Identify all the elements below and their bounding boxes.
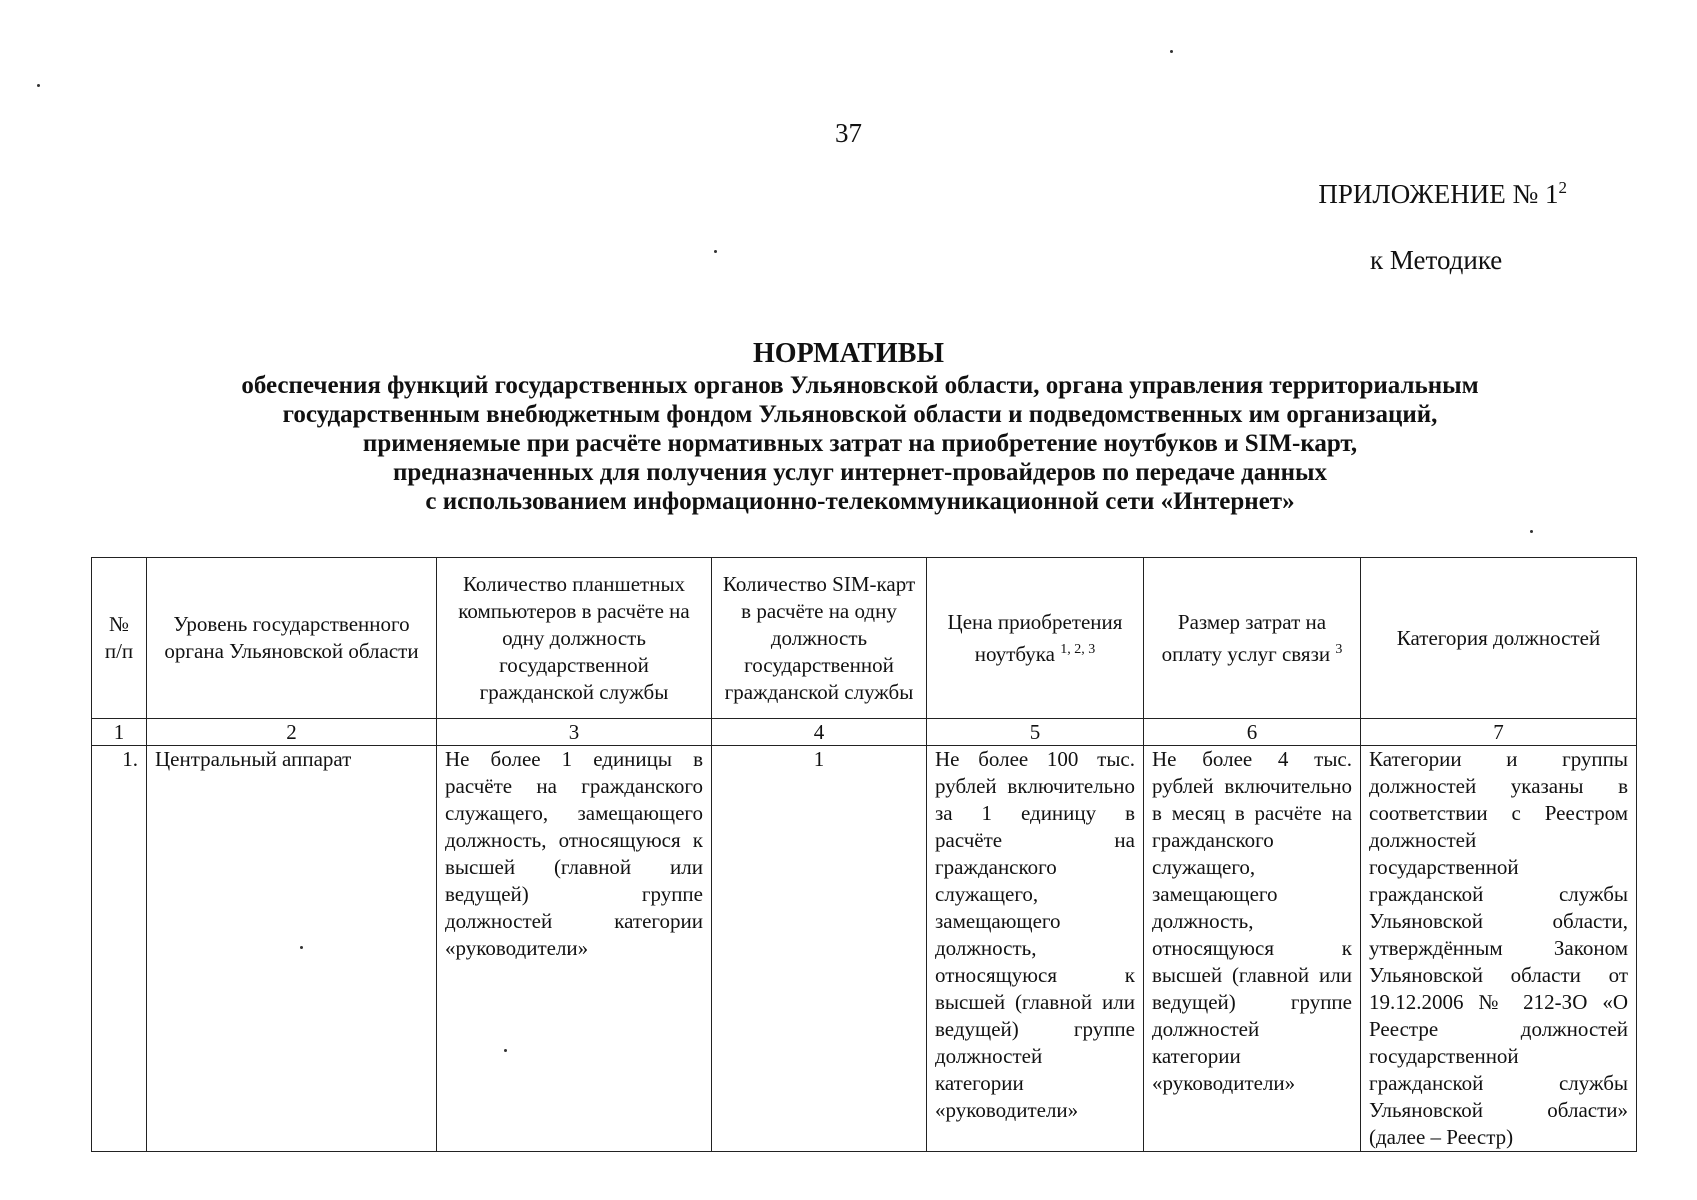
appendix-reference: к Методике bbox=[1370, 245, 1503, 275]
column-number: 2 bbox=[147, 719, 437, 746]
subtitle-line: с использованием информационно-телекоммуникационной сети «Интернет» bbox=[425, 488, 1295, 515]
norms-table bbox=[91, 557, 1637, 1152]
subtitle-line: обеспечения функций государственных органов Ульяновской области, органа управления территориальным bbox=[241, 372, 1479, 399]
scan-speck bbox=[37, 84, 40, 87]
column-number: 3 bbox=[437, 719, 712, 746]
row-tablets: Не более 1 единицы в расчёте на гражданского служащего, замещающего должность, относящуюся к высшей (главной или ведущей) группе должностей категории «руководители» bbox=[437, 746, 712, 1152]
scan-speck bbox=[300, 946, 303, 949]
header-communication-cost bbox=[1144, 558, 1361, 719]
header-number: № п/п bbox=[92, 558, 147, 719]
table-row bbox=[92, 746, 1637, 1152]
appendix-superscript: 2 bbox=[1558, 178, 1567, 197]
column-number: 4 bbox=[712, 719, 927, 746]
header-category: Категория должностей bbox=[1361, 558, 1637, 719]
row-category: Категории и группы должностей указаны в соответствии с Реестром должностей государственной гражданской службы Ульяновской области, утверждённым Законом Ульяновской области от 19.12.2006 № 212-ЗО «О Реестре должностей государственной гражданской службы Ульяновской области» (далее – Реестр) bbox=[1361, 746, 1637, 1152]
header-tablets: Количество планшетных компьютеров в расчёте на одну должность государственной гражданской службы bbox=[437, 558, 712, 719]
row-communication-cost: Не более 4 тыс. рублей включительно в месяц в расчёте на гражданского служащего, замещающего должность, относящуюся к высшей (главной или ведущей) группе должностей категории «руководители» bbox=[1144, 746, 1361, 1152]
header-laptop-price bbox=[927, 558, 1144, 719]
column-number: 5 bbox=[927, 719, 1144, 746]
scan-speck bbox=[1170, 50, 1173, 53]
row-laptop-price: Не более 100 тыс. рублей включительно за 1 единицу в расчёте на гражданского служащего, замещающего должность, относящуюся к высшей (главной или ведущей) группе должностей категории «руководители» bbox=[927, 746, 1144, 1152]
subtitle-line: применяемые при расчёте нормативных затрат на приобретение ноутбуков и SIM-карт, bbox=[362, 430, 1358, 457]
page-number: 37 bbox=[835, 118, 862, 148]
row-level: Центральный аппарат bbox=[147, 746, 437, 1152]
appendix-label bbox=[1318, 178, 1567, 210]
header-communication-cost-text: Размер затрат на оплату услуг связи bbox=[1161, 609, 1331, 666]
document-title: НОРМАТИВЫ bbox=[753, 338, 944, 369]
column-number: 1 bbox=[92, 719, 147, 746]
appendix-label-text: ПРИЛОЖЕНИЕ № 1 bbox=[1318, 179, 1559, 209]
header-laptop-price-footnote: 1, 2, 3 bbox=[1060, 641, 1096, 657]
subtitle-line: предназначенных для получения услуг интернет-провайдеров по передаче данных bbox=[392, 459, 1328, 486]
column-number: 6 bbox=[1144, 719, 1361, 746]
scan-speck bbox=[1530, 530, 1533, 533]
header-laptop-price-text: Цена приобретения ноутбука bbox=[947, 609, 1123, 666]
table-column-numbers-row bbox=[92, 719, 1637, 746]
row-sim-cards: 1 bbox=[712, 746, 927, 1152]
subtitle-line: государственным внебюджетным фондом Ульяновской области и подведомственных им организаций, bbox=[282, 401, 1438, 428]
scan-speck bbox=[714, 250, 717, 253]
header-sim-cards: Количество SIM-карт в расчёте на одну должность государственной гражданской службы bbox=[712, 558, 927, 719]
row-number: 1. bbox=[92, 746, 147, 1152]
header-level: Уровень государственного органа Ульяновской области bbox=[147, 558, 437, 719]
scan-speck bbox=[504, 1049, 507, 1052]
document-subtitle bbox=[100, 371, 1620, 516]
header-communication-cost-footnote: 3 bbox=[1335, 641, 1343, 657]
column-number: 7 bbox=[1361, 719, 1637, 746]
table-header-row bbox=[92, 558, 1637, 719]
